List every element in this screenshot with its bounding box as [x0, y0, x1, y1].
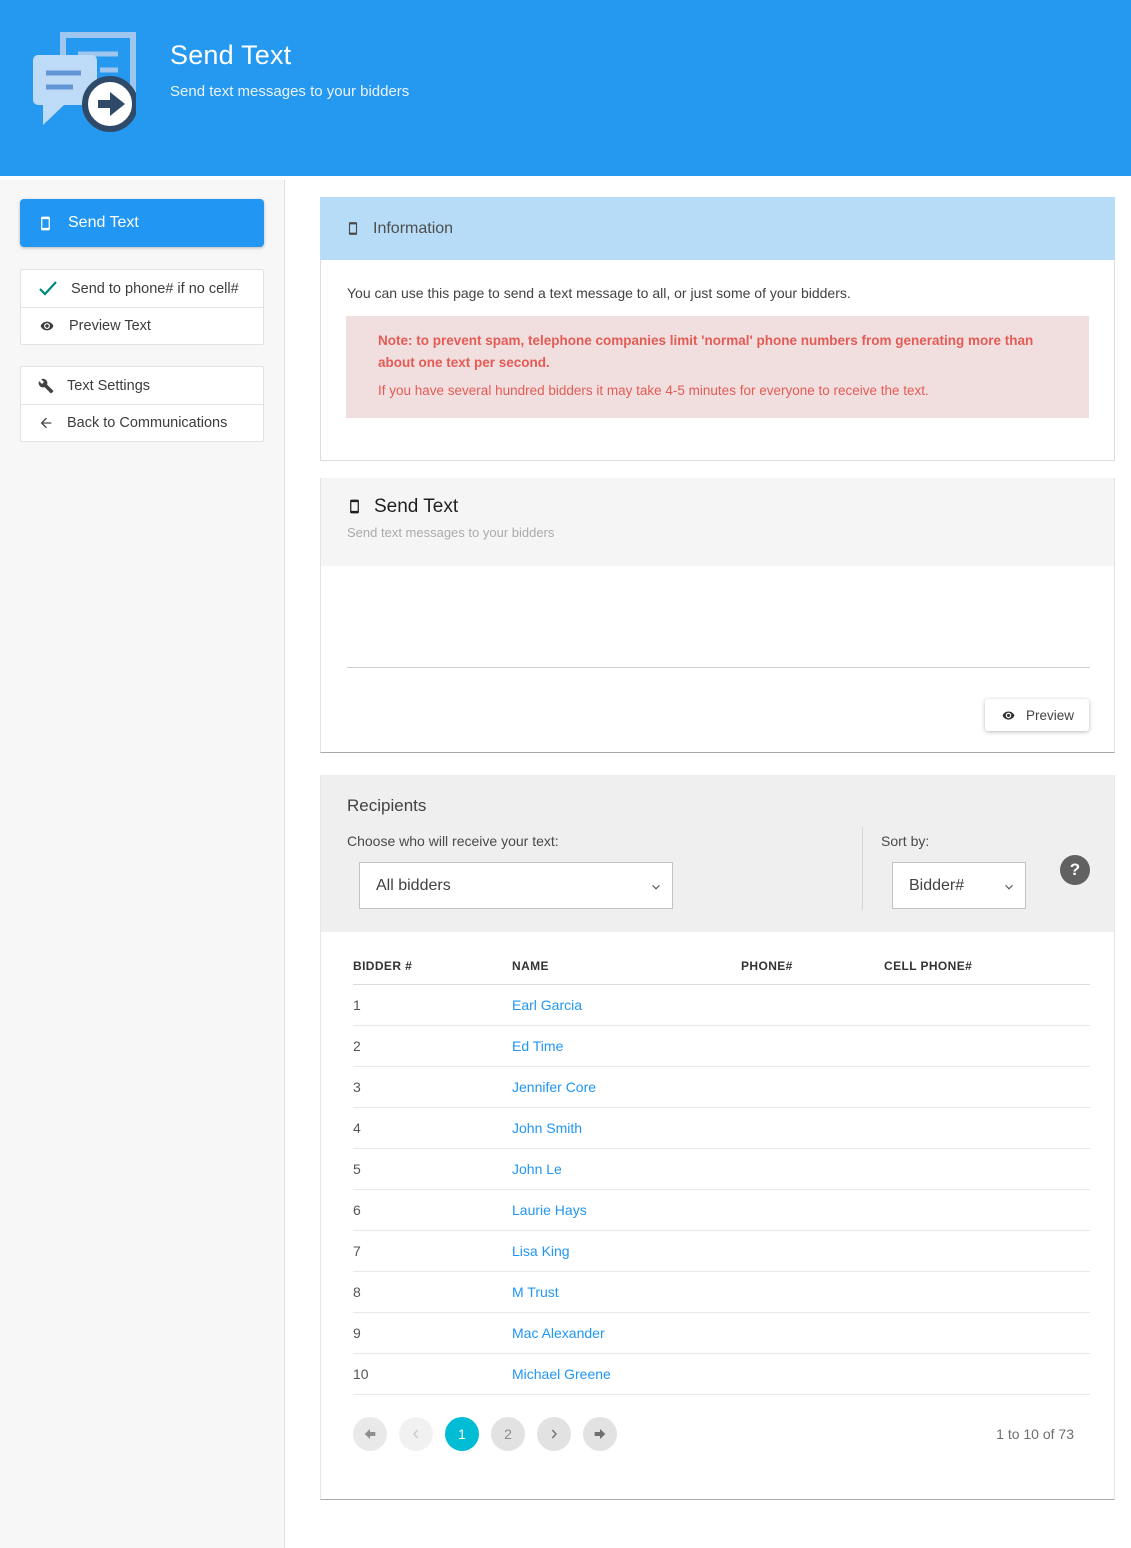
bidder-phone [741, 1026, 884, 1067]
bidder-cell [884, 1149, 1090, 1190]
choose-recipients-label: Choose who will receive your text: [347, 833, 559, 849]
table-header-row [353, 932, 1090, 985]
bidder-number: 5 [353, 1149, 512, 1190]
chevron-left-icon [408, 1426, 424, 1442]
bidder-phone [741, 985, 884, 1026]
bidder-phone [741, 1354, 884, 1395]
send-text-subtitle: Send text messages to your bidders [347, 525, 555, 540]
last-page-icon [592, 1426, 608, 1442]
information-title: Information [373, 219, 454, 237]
information-panel-body [320, 260, 1115, 461]
preview-button-label: Preview [1025, 707, 1074, 723]
send-text-title: Send Text [374, 495, 459, 517]
chevron-down-icon [649, 880, 663, 894]
bidder-number: 4 [353, 1108, 512, 1149]
sidebar-item-send-text[interactable] [20, 199, 264, 247]
pagination-summary: 1 to 10 of 73 [996, 1426, 1074, 1442]
sidebar-item-send-to-phone[interactable] [21, 270, 263, 307]
bidder-number: 10 [353, 1354, 512, 1395]
send-text-chat-icon [28, 28, 136, 140]
table-row [353, 985, 1090, 1026]
bidders-table [353, 932, 1090, 1395]
recipients-controls [321, 775, 1114, 932]
last-page-button[interactable] [583, 1417, 617, 1451]
column-header-bidder: BIDDER # [353, 932, 512, 985]
table-row [353, 1190, 1090, 1231]
bidder-cell [884, 1272, 1090, 1313]
bidder-name-link[interactable]: Earl Garcia [512, 997, 583, 1013]
information-panel [320, 197, 1115, 461]
bidder-cell [884, 1026, 1090, 1067]
bidder-name-link[interactable]: John Smith [512, 1120, 583, 1136]
help-button[interactable]: ? [1060, 855, 1090, 885]
bidder-name-link[interactable]: Ed Time [512, 1038, 564, 1054]
note-regular-text: If you have several hundred bidders it may take 4-5 minutes for everyone to receive the text. [378, 383, 929, 399]
bidder-cell [884, 1231, 1090, 1272]
bidder-name-link[interactable]: Laurie Hays [512, 1202, 587, 1218]
table-row [353, 1026, 1090, 1067]
eye-icon [38, 319, 56, 333]
table-row [353, 1313, 1090, 1354]
phone-icon [38, 212, 53, 235]
check-icon [38, 280, 58, 297]
first-page-icon [362, 1426, 378, 1442]
page-1-button[interactable]: 1 [445, 1417, 479, 1451]
sort-by-label: Sort by: [881, 833, 930, 849]
sidebar-item-label: Preview Text [69, 318, 151, 334]
next-page-button[interactable] [537, 1417, 571, 1451]
chevron-down-icon [1002, 880, 1016, 894]
page-header [0, 0, 1131, 176]
phone-icon [347, 495, 362, 518]
preview-button[interactable] [985, 699, 1089, 731]
send-text-panel [320, 478, 1115, 753]
first-page-button[interactable] [353, 1417, 387, 1451]
sort-by-value: Bidder# [909, 876, 965, 894]
bidder-number: 3 [353, 1067, 512, 1108]
table-row [353, 1108, 1090, 1149]
bidder-phone [741, 1067, 884, 1108]
column-header-name: NAME [512, 932, 741, 985]
bidder-name-link[interactable]: Michael Greene [512, 1366, 611, 1382]
bidder-cell [884, 1067, 1090, 1108]
information-panel-header [320, 197, 1115, 260]
table-row [353, 1354, 1090, 1395]
recipients-title: Recipients [347, 796, 427, 815]
bidder-cell [884, 1354, 1090, 1395]
phone-icon [346, 218, 360, 239]
recipients-filter-value: All bidders [376, 876, 451, 894]
chevron-right-icon [546, 1426, 562, 1442]
bidder-name-link[interactable]: Lisa King [512, 1243, 570, 1259]
table-row [353, 1231, 1090, 1272]
bidder-phone [741, 1108, 884, 1149]
bidder-name-link[interactable]: M Trust [512, 1284, 559, 1300]
previous-page-button[interactable] [399, 1417, 433, 1451]
bidder-name-link[interactable]: Mac Alexander [512, 1325, 605, 1341]
recipients-table-section [321, 932, 1114, 1499]
pagination [353, 1417, 1090, 1451]
bidder-phone [741, 1272, 884, 1313]
spam-warning-note [346, 316, 1089, 418]
sidebar-item-label: Back to Communications [67, 415, 228, 431]
bidder-name-link[interactable]: John Le [512, 1161, 562, 1177]
sidebar-options-card [20, 269, 264, 345]
bidder-number: 8 [353, 1272, 512, 1313]
column-header-phone: PHONE# [741, 932, 884, 985]
note-bold-text: Note: to prevent spam, telephone companies limit 'normal' phone numbers from generating more than about one text per second. [378, 333, 1034, 370]
sidebar-item-preview-text[interactable] [21, 307, 263, 344]
information-text: You can use this page to send a text message to all, or just some of your bidders. [347, 285, 851, 301]
bidder-cell [884, 985, 1090, 1026]
sidebar-nav-card [20, 366, 264, 442]
controls-divider [862, 827, 863, 910]
send-text-panel-body [321, 566, 1114, 752]
send-text-panel-header [321, 478, 1114, 566]
sidebar-item-back-to-communications[interactable] [21, 404, 263, 441]
sidebar-item-label: Text Settings [67, 377, 151, 394]
sort-by-select[interactable] [892, 862, 1026, 909]
sidebar-item-label: Send Text [68, 214, 139, 231]
bidder-cell [884, 1313, 1090, 1354]
page-title: Send Text [170, 40, 292, 70]
bidder-phone [741, 1231, 884, 1272]
eye-icon [1000, 709, 1017, 722]
wrench-icon [38, 378, 54, 394]
back-arrow-icon [38, 415, 54, 431]
page-2-button[interactable]: 2 [491, 1417, 525, 1451]
sidebar-item-label: Send to phone# if no cell# [71, 280, 239, 297]
bidder-number: 9 [353, 1313, 512, 1354]
sidebar-item-text-settings[interactable] [21, 367, 263, 404]
recipients-filter-select[interactable] [359, 862, 673, 909]
bidder-cell [884, 1190, 1090, 1231]
sidebar [0, 180, 285, 1548]
column-header-cell-phone: CELL PHONE# [884, 932, 1090, 985]
bidder-number: 2 [353, 1026, 512, 1067]
bidder-name-link[interactable]: Jennifer Core [512, 1079, 597, 1095]
table-row [353, 1067, 1090, 1108]
bidder-phone [741, 1149, 884, 1190]
page-subtitle: Send text messages to your bidders [170, 83, 410, 100]
bidder-number: 1 [353, 985, 512, 1026]
bidder-phone [741, 1190, 884, 1231]
recipients-panel [320, 775, 1115, 1500]
table-row [353, 1272, 1090, 1313]
bidder-phone [741, 1313, 884, 1354]
bidder-cell [884, 1108, 1090, 1149]
message-textarea[interactable] [347, 574, 1090, 668]
table-row [353, 1149, 1090, 1190]
bidder-number: 6 [353, 1190, 512, 1231]
bidder-number: 7 [353, 1231, 512, 1272]
